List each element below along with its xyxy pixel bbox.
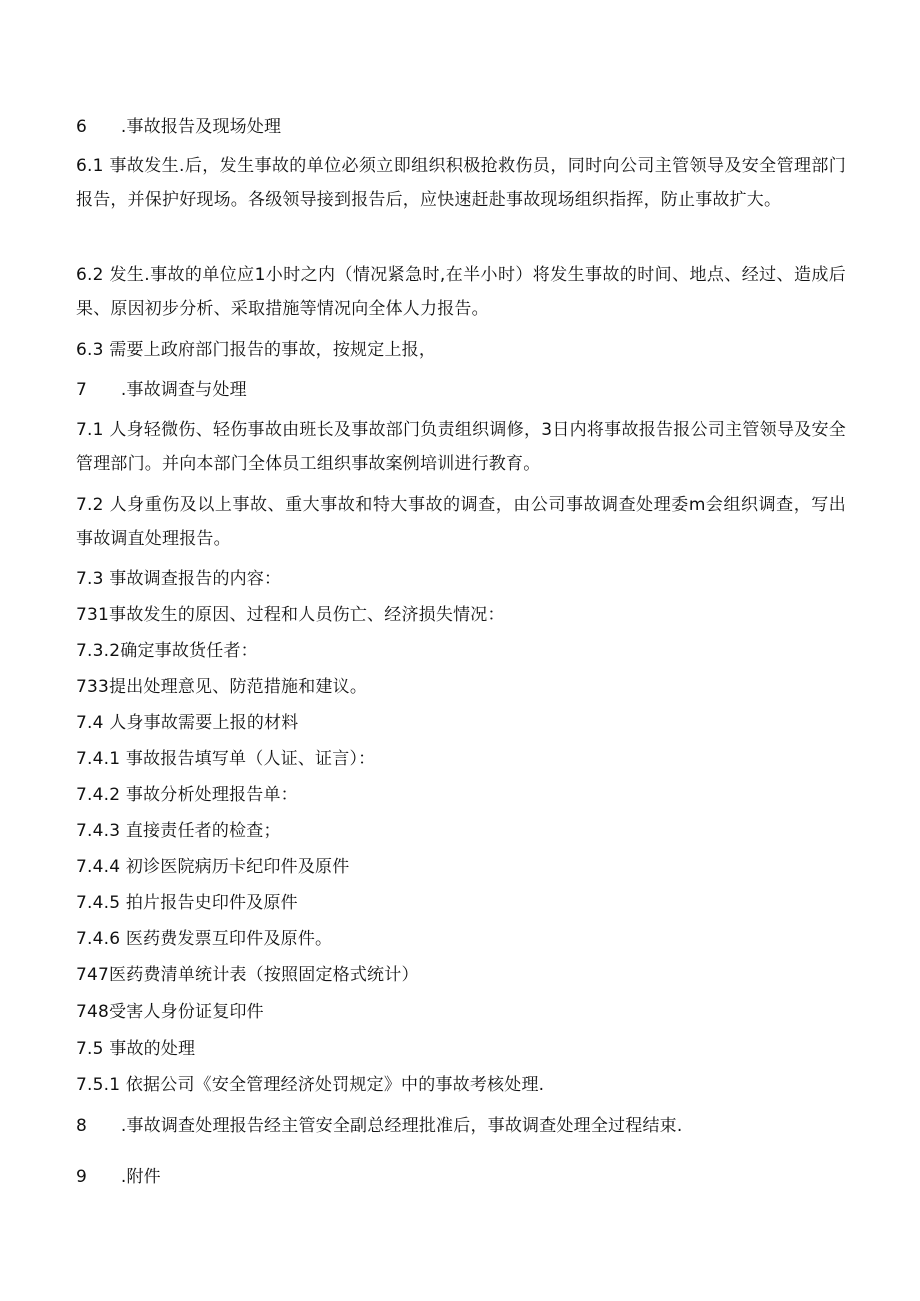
item-7-5-1: 7.5.1 依据公司《安全管理经济处罚规定》中的事故考核处理. xyxy=(76,1075,545,1095)
section-heading-9: 9 .附件 xyxy=(76,1167,161,1187)
section-heading-7: 7 .事故调查与处理 xyxy=(76,380,247,400)
paragraph-7-1: 7.1 人身轻微伤、轻伤事故由班长及事故部门负责组织调修，3日内将事故报告报公司主管领导及安全管理部门。并向本部门全体员工组织事故案例培训进行教育。 xyxy=(76,420,846,474)
item-7-4-4: 7.4.4 初诊医院病历卡纪印件及原件 xyxy=(76,857,350,877)
paragraph-6-3: 6.3 需要上政府部门报告的事故，按规定上报， xyxy=(76,340,437,360)
paragraph-7-4: 7.4 人身事故需要上报的材料 xyxy=(76,713,299,733)
section-heading-6: 6 .事故报告及现场处理 xyxy=(76,117,282,137)
item-7-3-1: 731事故发生的原因、过程和人员伤亡、经济损失情况： xyxy=(76,605,505,625)
item-7-4-1: 7.4.1 事故报告填写单（人证、证言）： xyxy=(76,749,376,769)
item-7-4-6: 7.4.6 医药费发票互印件及原件。 xyxy=(76,929,333,949)
paragraph-6-1: 6.1 事故发生.后，发生事故的单位必须立即组织积极抢救伤员，同时向公司主管领导及安全管理部门报告，并保护好现场。各级领导接到报告后，应快速赶赴事故现场组织指挥，防止事故扩大。 xyxy=(76,156,846,210)
item-7-4-8: 748受害人身份证复印件 xyxy=(76,1002,264,1022)
paragraph-7-5: 7.5 事故的处理 xyxy=(76,1039,196,1059)
item-7-4-5: 7.4.5 拍片报告史印件及原件 xyxy=(76,893,298,913)
paragraph-7-2: 7.2 人身重伤及以上事故、重大事故和特大事故的调查，由公司事故调查处理委m会组织调查，写出事故调直处理报告。 xyxy=(76,495,846,549)
item-7-4-3: 7.4.3 直接责任者的检查； xyxy=(76,821,281,841)
paragraph-6-2: 6.2 发生.事故的单位应1小时之内（情况紧急时,在半小时）将发生事故的时间、地点、经过、造成后果、原因初步分析、采取措施等情况向全体人力报告。 xyxy=(76,265,846,319)
paragraph-7-3: 7.3 事故调查报告的内容： xyxy=(76,569,282,589)
item-7-4-2: 7.4.2 事故分析处理报告单： xyxy=(76,785,298,805)
section-heading-8: 8 .事故调查处理报告经主管安全副总经理批准后，事故调查处理全过程结束. xyxy=(76,1116,683,1136)
item-7-3-3: 733提出处理意见、防范措施和建议。 xyxy=(76,677,368,697)
item-7-3-2: 7.3.2确定事故货任者： xyxy=(76,641,258,661)
item-7-4-7: 747医药费清单统计表（按照固定格式统计） xyxy=(76,965,419,985)
